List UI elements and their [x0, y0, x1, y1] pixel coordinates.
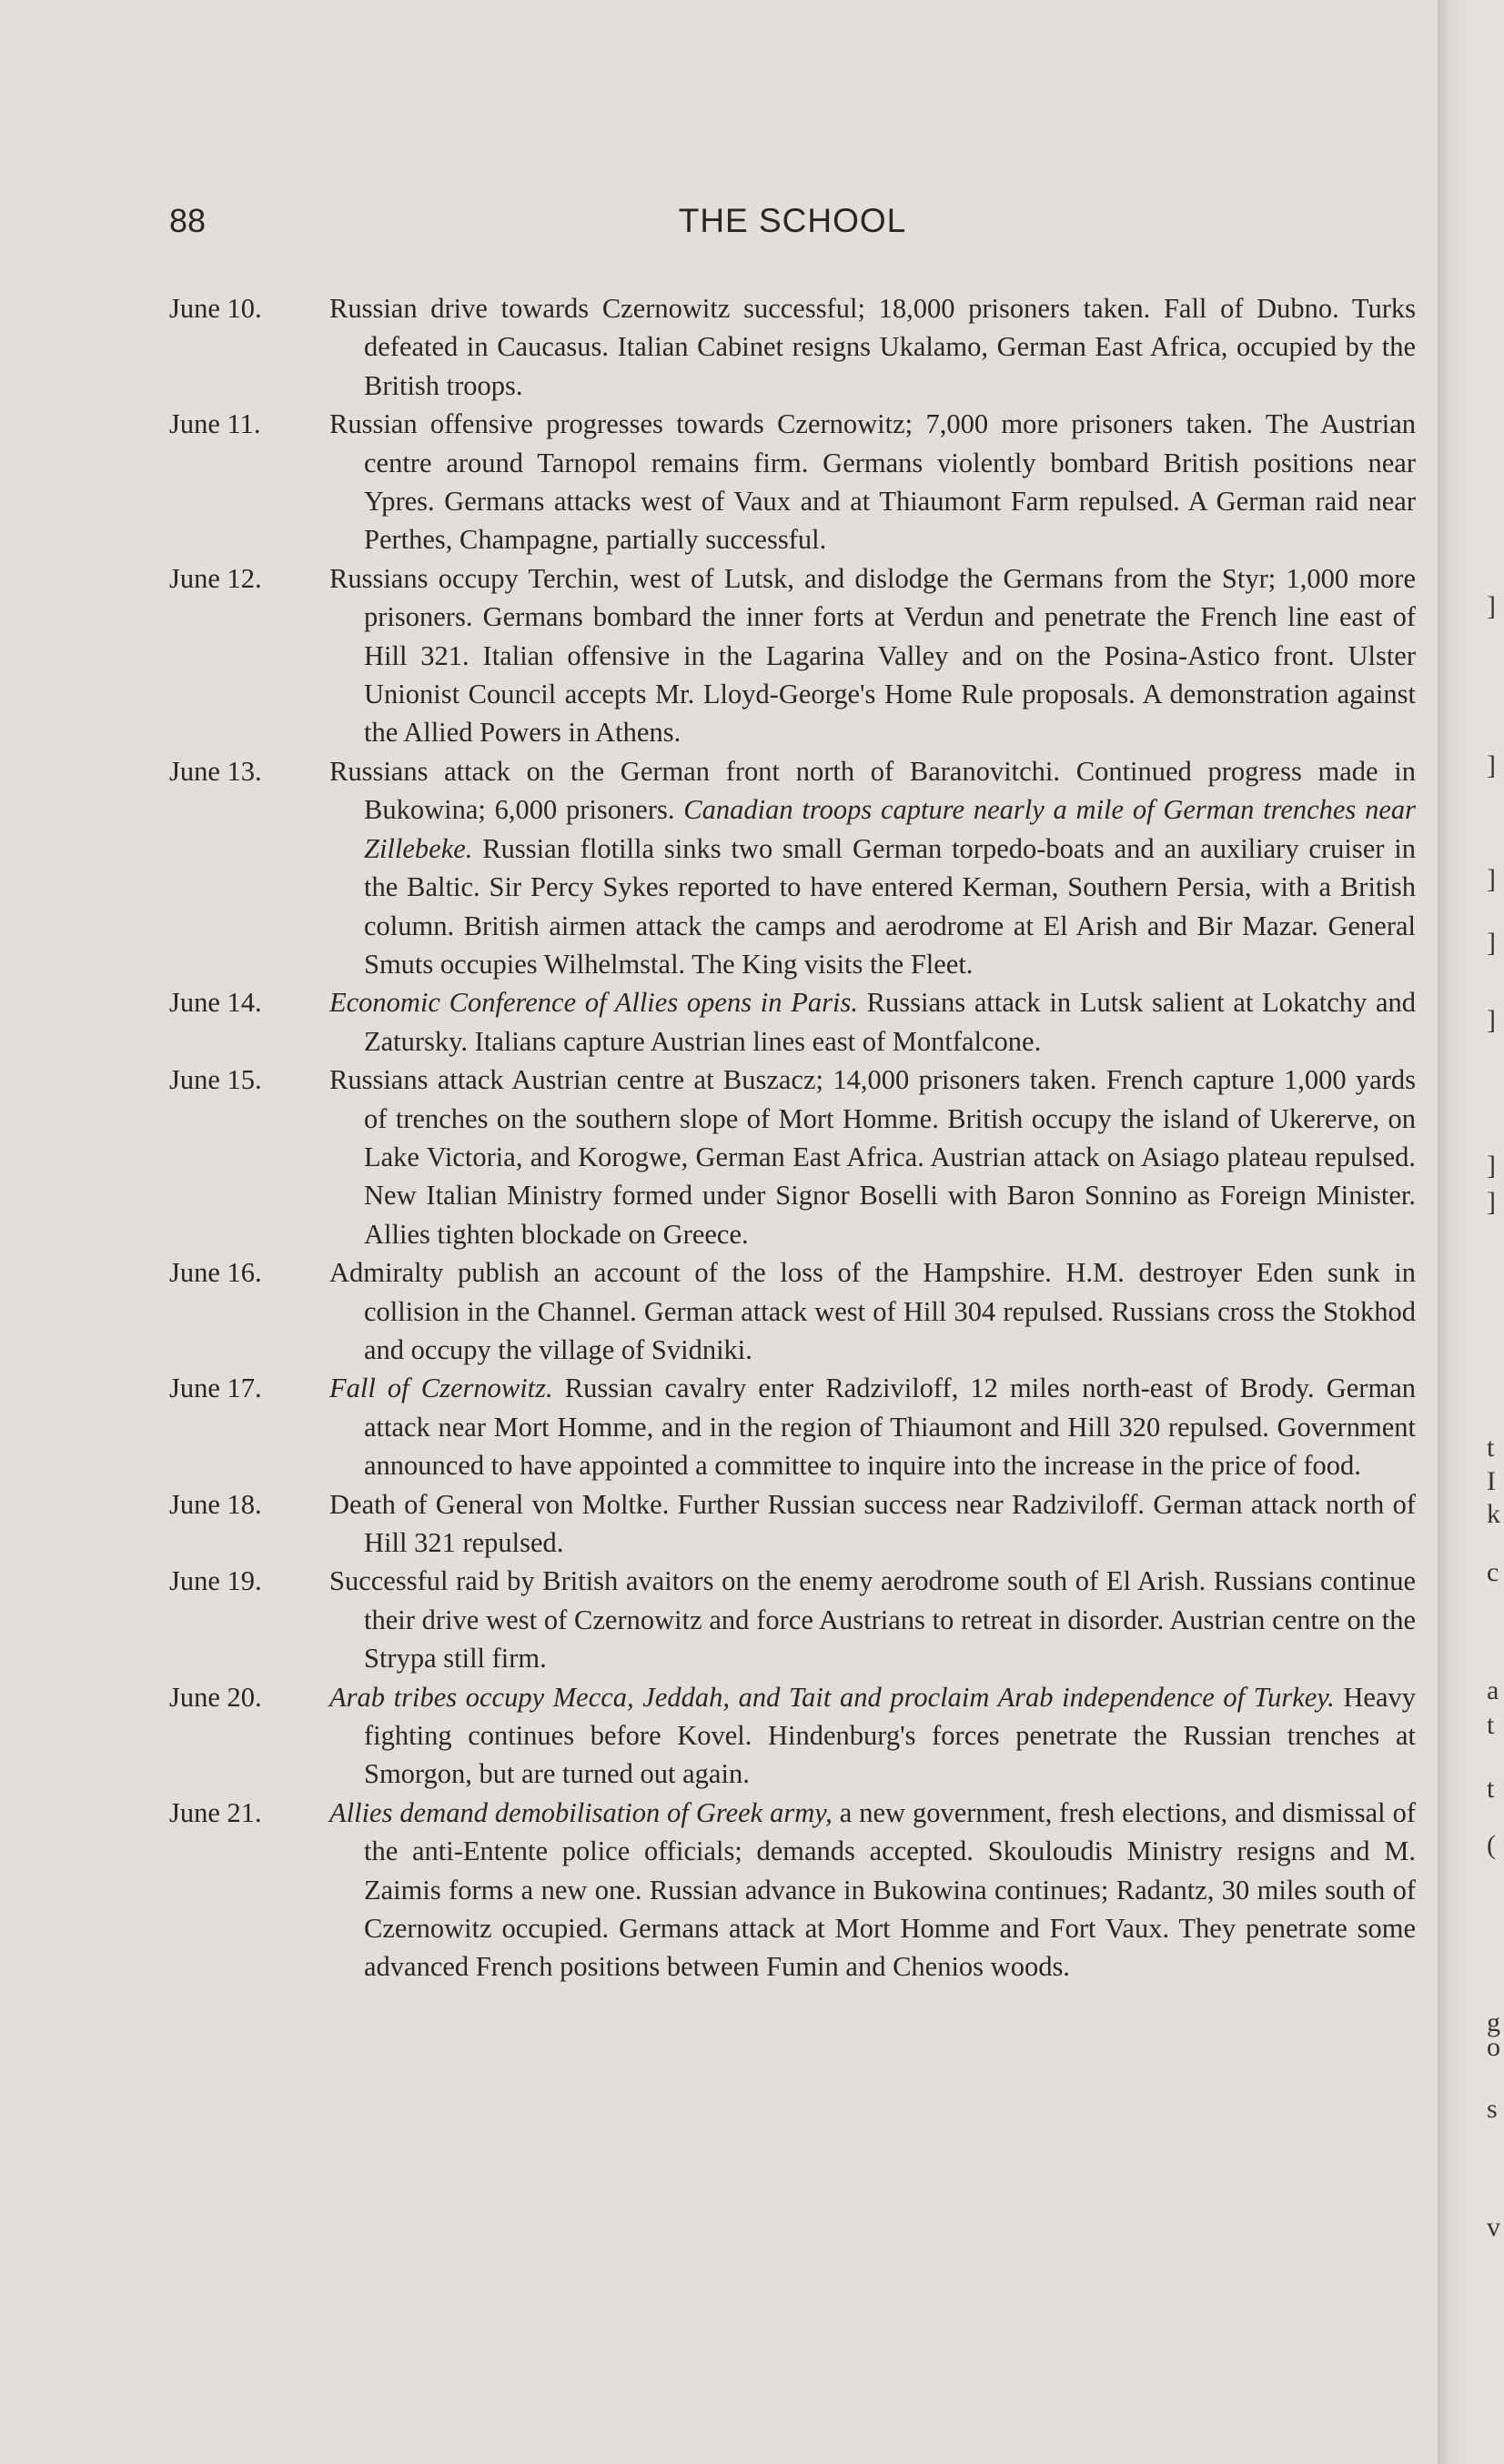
- entry-italic-text: Fall of Czernowitz.: [329, 1373, 553, 1404]
- facing-page-glyph: t: [1487, 1710, 1495, 1740]
- facing-page-glyph: ]: [1487, 591, 1496, 621]
- chronology-entry: [169, 1253, 1416, 1369]
- entry-text: [169, 1678, 1416, 1794]
- entry-plain-text: Russian flotilla sinks two small German torpedo-boats and an auxiliary cruiser in the Baltic. Sir Percy Sykes reported to have entered Kerman, Southern Persia, with a British column. British airmen attack the camps and aerodrome at El Arish and Bir Mazar. General Smuts occupies Wilhelmstal. The King visits the Fleet.: [364, 832, 1416, 980]
- chronology-entry: [169, 752, 1416, 983]
- chronology-entry: [169, 1794, 1416, 1986]
- facing-page-glyph: t: [1487, 1774, 1495, 1804]
- entry-plain-text: Russians attack Austrian centre at Buszacz; 14,000 prisoners taken. French capture 1,000 yards of trenches on the southern slope of Mort Homme. British occupy the island of Ukererve, on Lake Victoria, and Korogwe, German East Africa. Austrian attack on Asiago plateau repulsed. New Italian Ministry formed under Signor Boselli with Baron Sonnino as Foreign Minister. Allies tighten blockade on Greece.: [329, 1064, 1416, 1250]
- facing-page-glyph: ]: [1487, 750, 1496, 780]
- entry-date: June 11.: [169, 408, 261, 440]
- facing-page-glyph: t: [1487, 1433, 1495, 1463]
- entry-italic-text: Allies demand demobilisation of Greek army,: [329, 1796, 833, 1828]
- entry-date: June 17.: [169, 1373, 262, 1404]
- entry-text: [169, 1369, 1416, 1484]
- chronology-entry: [169, 1369, 1416, 1484]
- entry-date: June 18.: [169, 1488, 262, 1520]
- facing-page-glyph: g: [1487, 2007, 1500, 2037]
- entry-text: [169, 1061, 1416, 1253]
- facing-page-edge: [1438, 0, 1504, 2464]
- entry-plain-text: Russian drive towards Czernowitz successful; 18,000 prisoners taken. Fall of Dubno. Turks defeated in Caucasus. Italian Cabinet resigns Ukalamo, German East Africa, occupied by the British troops.: [329, 293, 1416, 401]
- entry-italic-text: Canadian troops capture nearly a mile of German trenches near Zillebeke.: [364, 794, 1416, 864]
- chronology-entry: [169, 1061, 1416, 1253]
- chronology-entry: [169, 983, 1416, 1061]
- facing-page-glyph: v: [1487, 2212, 1500, 2242]
- entry-plain-text: Admiralty publish an account of the loss of the Hampshire. H.M. destroyer Eden sunk in collision in the Channel. German attack west of Hill 304 repulsed. Russians cross the Stokhod and occupy the village of Svidniki.: [329, 1257, 1416, 1365]
- page-header: [169, 202, 1416, 247]
- entry-date: June 19.: [169, 1565, 262, 1597]
- facing-page-glyph: k: [1487, 1499, 1500, 1529]
- entry-italic-text: Arab tribes occupy Mecca, Jeddah, and Tait and proclaim Arab independence of Turkey.: [329, 1681, 1335, 1713]
- facing-page-glyph: ]: [1487, 1151, 1496, 1181]
- entry-plain-text: Successful raid by British avaitors on the enemy aerodrome south of El Arish. Russians continue their drive west of Czernowitz and force Austrians to retreat in disorder. Austrian centre on the Strypa still firm.: [329, 1565, 1416, 1675]
- entry-plain-text: Russians attack in Lutsk salient at Lokatchy and Zatursky. Italians capture Austrian lines east of Montfalcone.: [364, 987, 1416, 1057]
- entry-text: [169, 559, 1416, 752]
- facing-page-glyph: ]: [1487, 864, 1496, 894]
- entry-text: [169, 1562, 1416, 1677]
- chronology-list: [169, 289, 1416, 1986]
- running-title: THE SCHOOL: [678, 202, 907, 239]
- entry-text: [169, 983, 1416, 1061]
- entry-plain-text: Russian offensive progresses towards Czernowitz; 7,000 more prisoners taken. The Austrian centre around Tarnopol remains firm. Germans violently bombard British positions near Ypres. Germans attacks west of Vaux and at Thiaumont Farm repulsed. A German raid near Perthes, Champagne, partially successful.: [329, 408, 1416, 556]
- entry-italic-text: Economic Conference of Allies opens in Paris.: [329, 987, 858, 1019]
- facing-page-glyph: (: [1487, 1830, 1496, 1860]
- entry-text: [169, 289, 1416, 405]
- entry-plain-text: Russians occupy Terchin, west of Lutsk, and dislodge the Germans from the Styr; 1,000 more prisoners. Germans bombard the inner forts at Verdun and penetrate the French line east of Hill 321. Italian offensive in the Lagarina Valley and on the Posina-Astico front. Ulster Unionist Council accepts Mr. Lloyd-George's Home Rule proposals. A demonstration against the Allied Powers in Athens.: [329, 562, 1416, 749]
- facing-page-glyph: a: [1487, 1675, 1499, 1705]
- entry-date: June 16.: [169, 1257, 262, 1289]
- entry-text: [169, 1485, 1416, 1563]
- facing-page-glyph: o: [1487, 2032, 1500, 2062]
- entry-plain-text: Russian cavalry enter Radziviloff, 12 miles north-east of Brody. German attack near Mort Homme, and in the region of Thiaumont and Hill 320 repulsed. Government announced to have appointed a committee to inquire into the increase in the price of food.: [364, 1373, 1416, 1482]
- chronology-entry: [169, 559, 1416, 752]
- entry-plain-text: Heavy fighting continues before Kovel. Hindenburg's forces penetrate the Russian trenches at Smorgon, but are turned out again.: [364, 1681, 1416, 1790]
- entry-text: [169, 1794, 1416, 1986]
- chronology-entry: [169, 1485, 1416, 1563]
- entry-date: June 20.: [169, 1681, 262, 1713]
- facing-page-glyph: ]: [1487, 928, 1496, 958]
- entry-date: June 21.: [169, 1796, 262, 1828]
- entry-date: June 15.: [169, 1064, 262, 1096]
- entry-date: June 12.: [169, 562, 262, 594]
- entry-plain-text: a new government, fresh elections, and dismissal of the anti-Entente police officials; demands accepted. Skouloudis Ministry resigns and M. Zaimis forms a new one. Russian advance in Bukowina continues; Radantz, 30 miles south of Czernowitz occupied. Germans attack at Mort Homme and Fort Vaux. They penetrate some advanced French positions between Fumin and Chenios woods.: [364, 1796, 1416, 1983]
- facing-page-glyph: ]: [1487, 1187, 1496, 1217]
- facing-page-glyph: s: [1487, 2094, 1498, 2124]
- facing-page-glyph: c: [1487, 1557, 1499, 1587]
- chronology-entry: [169, 1678, 1416, 1794]
- chronology-entry: [169, 289, 1416, 405]
- entry-date: June 14.: [169, 987, 262, 1019]
- facing-page-glyph: I: [1487, 1466, 1496, 1496]
- entry-text: [169, 405, 1416, 559]
- chronology-entry: [169, 405, 1416, 559]
- entry-plain-text: Death of General von Moltke. Further Russian success near Radziviloff. German attack north of Hill 321 repulsed.: [329, 1488, 1416, 1558]
- facing-page-glyph: ]: [1487, 1005, 1496, 1035]
- entry-date: June 10.: [169, 293, 262, 324]
- entry-text: [169, 752, 1416, 983]
- chronology-entry: [169, 1562, 1416, 1677]
- entry-plain-text: Russians attack on the German front north of Baranovitchi. Continued progress made in Bukowina; 6,000 prisoners.: [329, 755, 1416, 826]
- page-number: 88: [169, 202, 207, 239]
- entry-date: June 13.: [169, 755, 262, 787]
- entry-text: [169, 1253, 1416, 1369]
